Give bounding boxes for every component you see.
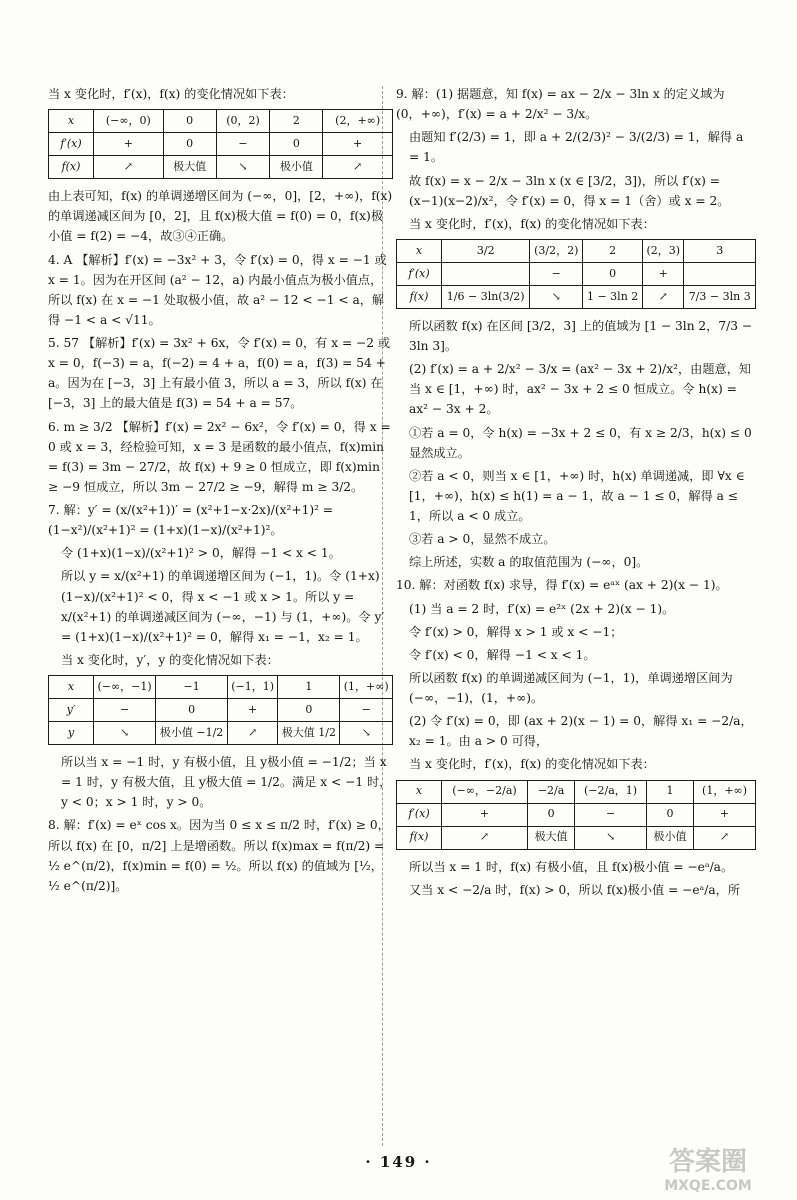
question-9-table-intro: 当 x 变化时，f′(x)，f(x) 的变化情况如下表： (409, 216, 655, 231)
table-cell: x (397, 780, 442, 803)
table-cell: ↗ (94, 156, 164, 179)
question-7-intervals: 所以 y = x/(x²+1) 的单调递增区间为 (−1，1)。令 (1+x)(1−x)/(x²+1)² < 0，得 x < −1 或 x > 1。所以 y = x/(x²+1) 的单调递减区间为 (−∞，−1) 与 (1，+∞)。令 y′ = (1+x)(1−x)/(x²+1)² = 0，解得 x₁ = −1，x₂ = 1。 (61, 569, 385, 644)
table-cell: ↗ (228, 722, 278, 745)
question-9-part2: (2) f′(x) = a + 2/x² − 3/x = (ax² − 3x + 2)/x²，由题意，知当 x ∈ [1，+∞) 时，ax² − 3x + 2 ≤ 0 恒成立。令 h(x) = ax² − 3x + 2。 (409, 362, 752, 417)
table-row (397, 780, 756, 803)
question-9-range: 所以函数 f(x) 在区间 [3/2，3] 上的值域为 [1 − 3ln 2，7/3 − 3ln 3]。 (409, 318, 753, 353)
table-cell: (0，2) (216, 110, 270, 133)
table-cell: ↘ (340, 722, 393, 745)
table-cell: 1 − 3ln 2 (583, 285, 643, 308)
table-cell: 极小值 (270, 156, 323, 179)
table-cell: −1 (156, 676, 228, 699)
table-cell: − (575, 803, 647, 826)
table-row (397, 239, 756, 262)
question-9-function: 故 f(x) = x − 2/x − 3ln x (x ∈ [3/2，3])，所以 f′(x) = (x−1)(x−2)/x²，令 f′(x) = 0，得 x = 1（舍）或 x = 2。 (409, 173, 730, 208)
table-cell: 3 (684, 239, 756, 262)
table-row (397, 826, 756, 849)
table-cell: + (643, 262, 684, 285)
table-cell: 1 (647, 780, 694, 803)
table-cell: f′(x) (397, 262, 442, 285)
table-cell: 极小值 (647, 826, 694, 849)
table-cell: + (694, 803, 756, 826)
table-row (49, 699, 393, 722)
table-cell: 0 (583, 262, 643, 285)
table-cell: 极大值 1/2 (278, 722, 340, 745)
table-cell: x (397, 239, 442, 262)
variation-table-3 (396, 239, 756, 309)
variation-table-1 (48, 109, 393, 179)
table-cell: ↘ (216, 156, 270, 179)
question-7-increasing: 令 (1+x)(1−x)/(x²+1)² > 0，解得 −1 < x < 1。 (61, 546, 341, 561)
table-row (397, 285, 756, 308)
table-cell: ↗ (442, 826, 528, 849)
question-10-part1: (1) 当 a = 2 时，f′(x) = e²ˣ (2x + 2)(x − 1)。 (409, 601, 675, 616)
table-row (49, 156, 393, 179)
question-9-case2: ②若 a < 0，则当 x ∈ [1，+∞) 时，h(x) 单调递减，即 ∀x ∈ [1，+∞)，h(x) ≤ h(1) = a − 1，故 a − 1 ≤ 0，解得 a ≤ 1，所以 a < 0 成立。 (409, 468, 745, 523)
table-cell: f′(x) (49, 133, 94, 156)
page-number: · 149 · (365, 1153, 432, 1171)
question-6: 6. m ≥ 3/2 【解析】f′(x) = 2x² − 6x²，令 f′(x) = 0，得 x = 0 或 x = 3，经检验可知，x = 3 是函数的最小值点，f(x)min = f(3) = 3m − 27/2，故 f(x) + 9 ≥ 0 恒成立，即 f(x)min ≥ −9 恒成立，所以 3m − 27/2 ≥ −9，解得 m ≥ 3/2。 (48, 419, 391, 494)
table-cell: f′(x) (397, 803, 442, 826)
question-10-derivative: 10. 解：对函数 f(x) 求导，得 f′(x) = eᵃˣ (ax + 2)(x − 1)。 (396, 578, 728, 593)
table-cell: − (340, 699, 393, 722)
question-10-table-intro: 当 x 变化时，f′(x)，f(x) 的变化情况如下表： (409, 757, 655, 772)
variation-table-2 (48, 675, 393, 745)
question-5: 5. 57 【解析】f′(x) = 3x² + 6x，令 f′(x) = 0，有 x = −2 或 x = 0，f(−3) = a，f(−2) = 4 + a，f(0) = a，f(3) = 54 + a。因为在 [−3，3] 上有最小值 3，所以 a = 3，所以 f(x) 在 [−3，3] 上的最大值是 f(3) = 54 + a = 57。 (48, 336, 391, 411)
question-4: 4. A 【解析】f′(x) = −3x² + 3，令 f′(x) = 0，得 x = −1 或 x = 1。因为在开区间 (a² − 12，a) 内最小值点为极小值点，所以 f(x) 在 x = −1 处取极小值，故 a² − 12 < −1 < a，解得 −1 < a < √11。 (48, 252, 387, 327)
table-cell: (2，3) (643, 239, 684, 262)
question-10-part2: (2) 令 f′(x) = 0，即 (ax + 2)(x − 1) = 0，解得 x₁ = −2/a，x₂ = 1。由 a > 0 可得， (409, 714, 753, 749)
question-10-min: 所以当 x = 1 时，f(x) 有极小值，且 f(x)极小值 = −eᵃ/a。 (409, 859, 734, 874)
question-9-part1: 9. 解：(1) 据题意，知 f(x) = ax − 2/x − 3ln x 的定义域为 (0，+∞)，f′(x) = a + 2/x² − 3/x。 (396, 87, 725, 122)
table-cell: (1，+∞) (694, 780, 756, 803)
table-row (397, 803, 756, 826)
table-cell: ↗ (643, 285, 684, 308)
table-cell: − (94, 699, 156, 722)
table-cell (684, 262, 756, 285)
watermark-logo (633, 1140, 783, 1196)
question-9-solve-a: 由题知 f′(2/3) = 1，即 a + 2/(2/3)² − 3/(2/3) = 1，解得 a = 1。 (409, 130, 744, 165)
right-column (396, 84, 756, 903)
table-cell: 7/3 − 3ln 3 (684, 285, 756, 308)
table-cell: y (49, 722, 94, 745)
table-cell: ↘ (575, 826, 647, 849)
table-cell: ↘ (94, 722, 156, 745)
table-cell: (−∞，0) (94, 110, 164, 133)
table-cell: y′ (49, 699, 94, 722)
table-cell: + (442, 803, 528, 826)
table-cell: (3/2，2) (530, 239, 583, 262)
table-cell: 2 (270, 110, 323, 133)
table-row (49, 110, 393, 133)
table-row (49, 722, 393, 745)
table-cell: f(x) (397, 826, 442, 849)
table-cell: 1/6 − 3ln(3/2) (442, 285, 530, 308)
watermark-title: 答案圈 (668, 1147, 748, 1177)
table-cell: 极大值 (163, 156, 216, 179)
question-10-decreasing: 令 f′(x) < 0，解得 −1 < x < 1。 (409, 647, 596, 662)
question-7-derivative: 7. 解：y′ = (x/(x²+1))′ = (x²+1−x·2x)/(x²+1)² = (1−x²)/(x²+1)² = (1+x)(1−x)/(x²+1)²。 (48, 503, 334, 538)
intro-line: 当 x 变化时，f′(x)，f(x) 的变化情况如下表： (48, 87, 294, 101)
table-cell: −2/a (528, 780, 575, 803)
table-cell: ↗ (694, 826, 756, 849)
left-column (48, 84, 393, 899)
table-cell (442, 262, 530, 285)
table-cell: f(x) (397, 285, 442, 308)
table-cell: + (228, 699, 278, 722)
table-cell: 0 (163, 133, 216, 156)
question-9-case1: ①若 a = 0，令 h(x) = −3x + 2 ≤ 0，有 x ≥ 2/3，h(x) ≤ 0 显然成立。 (409, 425, 752, 460)
question-10-tail: 又当 x < −2/a 时，f(x) > 0，所以 f(x)极小值 = −eᵃ/a，所 (409, 882, 741, 897)
table-cell: + (323, 133, 393, 156)
question-10-intervals: 所以函数 f(x) 的单调递减区间为 (−1，1)，单调递增区间为 (−∞，−1)，(1，+∞)。 (409, 670, 733, 705)
table-cell: x (49, 676, 94, 699)
table-cell: 1 (278, 676, 340, 699)
table-cell: (−∞，−2/a) (442, 780, 528, 803)
table-cell: 0 (528, 803, 575, 826)
question-7-conclusion: 所以当 x = −1 时，y 有极小值，且 y极小值 = −1/2；当 x = 1 时，y 有极大值，且 y极大值 = 1/2。满足 x < −1 时，y < 0；x > 1 时，y > 0。 (61, 755, 392, 810)
table-cell: (−∞，−1) (94, 676, 156, 699)
table-cell: 0 (647, 803, 694, 826)
question-8: 8. 解：f′(x) = eˣ cos x。因为当 0 ≤ x ≤ π/2 时，f′(x) ≥ 0，所以 f(x) 在 [0，π/2] 上是增函数。所以 f(x)max = f(π/2) = ½ e^(π/2)，f(x)min = f(0) = ½。所以 f(x) 的值域为 [½，½ e^(π/2)]。 (48, 818, 390, 893)
table-row (49, 676, 393, 699)
question-9-case3: ③若 a > 0，显然不成立。 (409, 532, 556, 547)
table-cell: x (49, 110, 94, 133)
table-cell: − (530, 262, 583, 285)
table-cell: ↗ (323, 156, 393, 179)
question-9-summary: 综上所述，实数 a 的取值范围为 (−∞，0]。 (409, 555, 649, 570)
table-cell: ↘ (530, 285, 583, 308)
paragraph-table1-conclusion: 由上表可知，f(x) 的单调递增区间为 (−∞，0]，[2，+∞)，f(x) 的单调递减区间为 [0，2]，且 f(x)极大值 = f(0) = 0，f(x)极小值 = f(2) = −4，故③④正确。 (48, 189, 393, 244)
table-cell: 0 (156, 699, 228, 722)
table-row (49, 133, 393, 156)
question-10-increasing: 令 f′(x) > 0，解得 x > 1 或 x < −1； (409, 624, 623, 639)
question-7-table-intro: 当 x 变化时，y′，y 的变化情况如下表： (61, 652, 279, 667)
table-cell: 3/2 (442, 239, 530, 262)
table-cell: − (216, 133, 270, 156)
table-cell: (−2/a，1) (575, 780, 647, 803)
table-cell: 0 (163, 110, 216, 133)
table-cell: 0 (278, 699, 340, 722)
table-cell: + (94, 133, 164, 156)
table-row (397, 262, 756, 285)
table-cell: (2，+∞) (323, 110, 393, 133)
watermark-url: MXQE.COM (664, 1178, 752, 1194)
table-cell: 极小值 −1/2 (156, 722, 228, 745)
table-cell: 0 (270, 133, 323, 156)
table-cell: (1，+∞) (340, 676, 393, 699)
table-cell: 极大值 (528, 826, 575, 849)
table-cell: 2 (583, 239, 643, 262)
table-cell: (−1，1) (228, 676, 278, 699)
variation-table-4 (396, 780, 756, 850)
table-cell: f(x) (49, 156, 94, 179)
